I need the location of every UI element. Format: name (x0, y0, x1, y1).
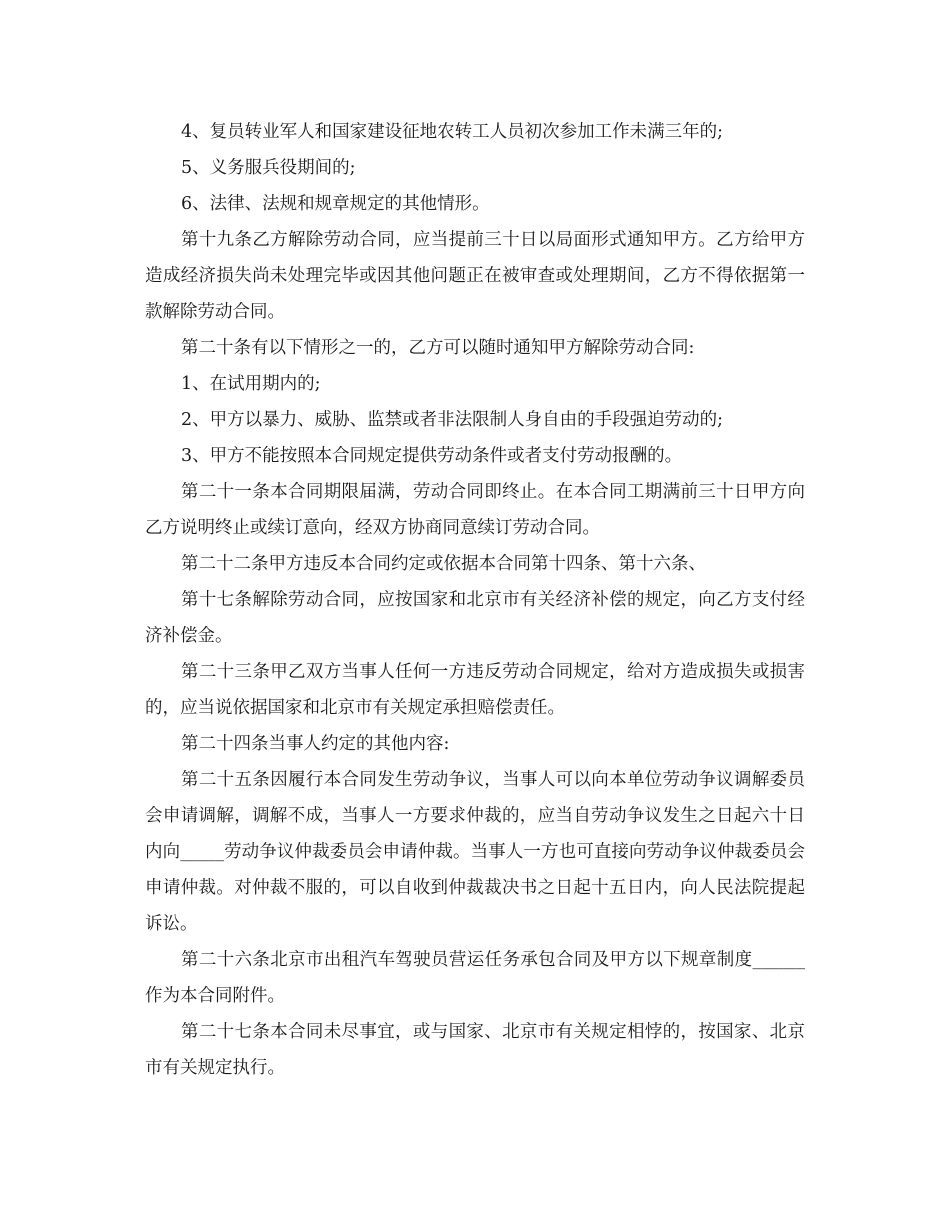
clause-paragraph: 第二十六条北京市出租汽车驾驶员营运任务承包合同及甲方以下规章制度______作为本合同附件。 (145, 950, 805, 1006)
document-body (145, 114, 805, 1086)
clause-paragraph: 第二十七条本合同未尽事宜，或与国家、北京市有关规定相悖的，按国家、北京市有关规定执行。 (145, 1022, 805, 1078)
clause-paragraph: 3、甲方不能按照本合同规定提供劳动条件或者支付劳动报酬的。 (181, 446, 683, 466)
clause-paragraph: 第二十一条本合同期限届满，劳动合同即终止。在本合同工期满前三十日甲方向乙方说明终止或续订意向，经双方协商同意续订劳动合同。 (145, 482, 805, 538)
clause-paragraph: 第二十条有以下情形之一的，乙方可以随时通知甲方解除劳动合同: (181, 338, 695, 358)
clause-paragraph: 第二十二条甲方违反本合同约定或依据本合同第十四条、第十六条、 (181, 554, 706, 574)
clause-paragraph: 4、复员转业军人和国家建设征地农转工人员初次参加工作未满三年的; (181, 122, 724, 142)
clause-paragraph: 5、义务服兵役期间的; (181, 158, 356, 178)
clause-paragraph: 2、甲方以暴力、威胁、监禁或者非法限制人身自由的手段强迫劳动的; (181, 410, 724, 430)
clause-paragraph: 6、法律、法规和规章规定的其他情形。 (181, 194, 490, 214)
clause-paragraph: 第二十四条当事人约定的其他内容: (181, 734, 450, 754)
clause-paragraph: 1、在试用期内的; (181, 374, 321, 394)
clause-paragraph: 第二十五条因履行本合同发生劳动争议，当事人可以向本单位劳动争议调解委员会申请调解，调解不成，当事人一方要求仲裁的，应当自劳动争议发生之日起六十日内向_____劳动争议仲裁委员会申请仲裁。当事人一方也可直接向劳动争议仲裁委员会申请仲裁。对仲裁不服的，可以自收到仲裁裁决书之日起十五日内，向人民法院提起诉讼。 (145, 770, 805, 934)
clause-paragraph: 第二十三条甲乙双方当事人任何一方违反劳动合同规定，给对方造成损失或损害的，应当说依据国家和北京市有关规定承担赔偿责任。 (145, 662, 805, 718)
clause-paragraph: 第十七条解除劳动合同，应按国家和北京市有关经济补偿的规定，向乙方支付经济补偿金。 (145, 590, 805, 646)
clause-paragraph: 第十九条乙方解除劳动合同，应当提前三十日以局面形式通知甲方。乙方给甲方造成经济损失尚未处理完毕或因其他问题正在被审查或处理期间，乙方不得依据第一款解除劳动合同。 (145, 230, 805, 322)
